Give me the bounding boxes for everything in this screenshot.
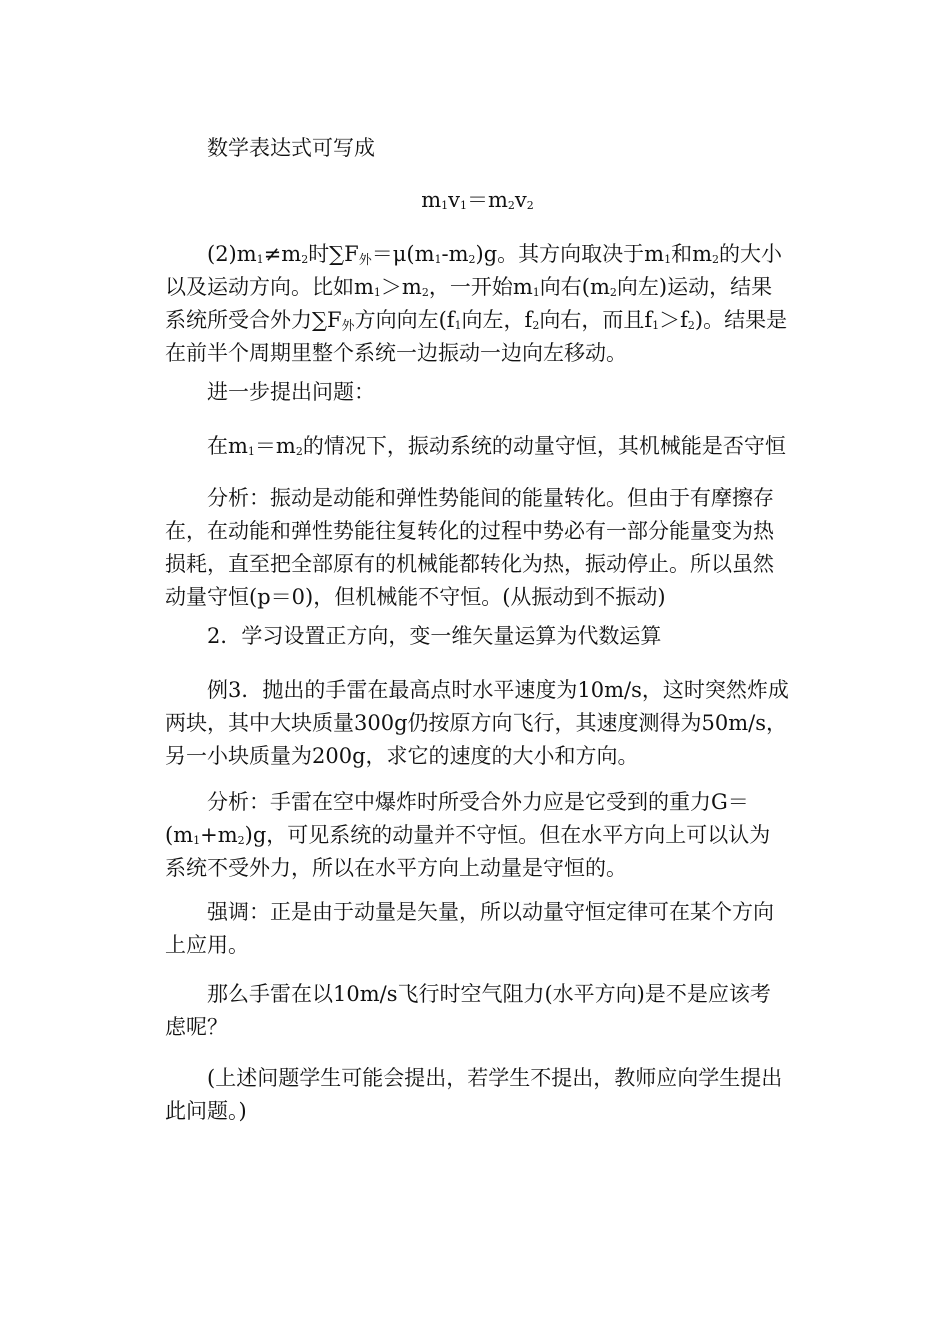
paragraph-emphasis: 强调：正是由于动量是矢量，所以动量守恒定律可在某个方向上应用。 <box>165 900 774 957</box>
formula-momentum: $m_1v_1=m_2v_2$ <box>421 188 534 212</box>
paragraph-teacher-note: (上述问题学生可能会提出，若学生不提出，教师应向学生提出此问题。) <box>165 1066 783 1123</box>
paragraph-air-resistance: 那么手雷在以10m/s飞行时空气阻力(水平方向)是不是应该考虑呢？ <box>165 982 771 1039</box>
paragraph-equal-mass-question: 在$m_1=m_2$的情况下，振动系统的动量守恒，其机械能是否守恒 <box>207 434 786 458</box>
paragraph-expression-intro: 数学表达式可写成 <box>207 136 375 160</box>
paragraph-example-3: 例3．抛出的手雷在最高点时水平速度为10m/s，这时突然炸成两块，其中大块质量300g仍按原方向飞行，其速度测得为50m/s，另一小块质量为200g，求它的速度的大小和方向。 <box>165 678 789 768</box>
paragraph-analysis-grenade: 分析：手雷在空中爆炸时所受合外力应是它受到的重力$G=(m_1+m_2)g$，可见系统的动量并不守恒。但在水平方向上可以认为系统不受外力，所以在水平方向上动量是守恒的。 <box>165 790 771 880</box>
paragraph-section-2: 2．学习设置正方向，变一维矢量运算为代数运算 <box>207 624 662 648</box>
paragraph-unequal-mass: $(2)m_1\ne m_2$时∑F外$=\mu(m_1-m_2)g$。其方向取决于$m_1$和$m_2$的大小以及运动方向。比如$m_1>m_2$，一开始$m_1$向右($m_2$向左)运动，结果系统所受合外力∑F外方向向左($f_1$向左，$f_2$向右，而且$f_1>f_2$)。结果是在前半个周期里整个系统一边振动一边向左移动。 <box>165 242 788 365</box>
paragraph-analysis-energy: 分析：振动是动能和弹性势能间的能量转化。但由于有摩擦存在，在动能和弹性势能往复转化的过程中势必有一部分能量变为热损耗，直至把全部原有的机械能都转化为热，振动停止。所以虽然动量守恒(p＝0)，但机械能不守恒。(从振动到不振动) <box>165 486 774 609</box>
paragraph-further-question: 进一步提出问题： <box>207 380 375 404</box>
